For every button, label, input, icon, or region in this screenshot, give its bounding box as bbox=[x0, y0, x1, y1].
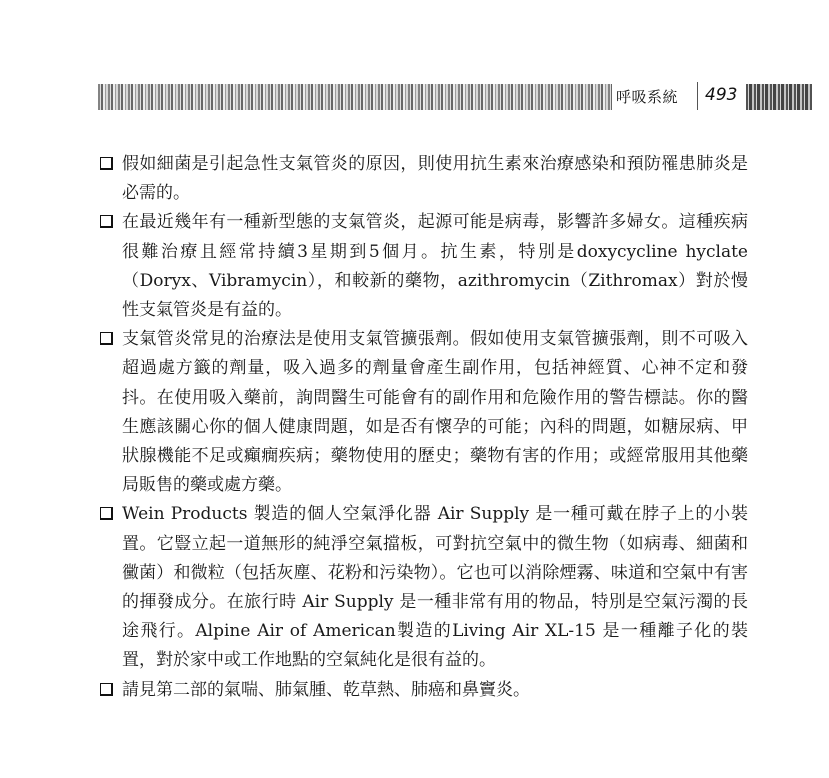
list-item-text: 在最近幾年有一種新型態的支氣管炎，起源可能是病毒，影響許多婦女。這種疾病很難治療且經常持續3星期到5個月。抗生素，特別是doxycycline hyclate（Doryx、Vibramycin），和較新的藥物，azithromycin（Zithromax）對於慢性支氣管炎是有益的。 bbox=[122, 212, 748, 321]
list-item bbox=[98, 325, 748, 500]
checkbox-bullet-icon bbox=[100, 215, 113, 228]
header-decorative-band-right bbox=[746, 84, 812, 110]
checkbox-bullet-icon bbox=[100, 157, 113, 170]
page-number: 493 bbox=[705, 85, 738, 105]
checkbox-bullet-icon bbox=[100, 332, 113, 345]
header-decorative-band bbox=[98, 84, 612, 110]
header-divider bbox=[697, 82, 698, 110]
list-item-text: 請見第二部的氣喘、肺氣腫、乾草熱、肺癌和鼻竇炎。 bbox=[122, 679, 530, 700]
checkbox-bullet-icon bbox=[100, 507, 113, 520]
list-item bbox=[98, 208, 748, 325]
page-body bbox=[98, 150, 748, 705]
list-item-text: 支氣管炎常見的治療法是使用支氣管擴張劑。假如使用支氣管擴張劑，則不可吸入超過處方籤的劑量，吸入過多的劑量會產生副作用，包括神經質、心神不定和發抖。在使用吸入藥前，詢問醫生可能會有的副作用和危險作用的警告標誌。你的醫生應該關心你的個人健康問題，如是否有懷孕的可能；內科的問題，如糖尿病、甲狀腺機能不足或癲癇疾病；藥物使用的歷史；藥物有害的作用；或經常服用其他藥局販售的藥或處方藥。 bbox=[122, 329, 748, 496]
list-item bbox=[98, 676, 748, 705]
running-header-section: 呼吸系統 bbox=[616, 88, 679, 106]
checkbox-bullet-icon bbox=[100, 683, 113, 696]
list-item bbox=[98, 150, 748, 208]
list-item bbox=[98, 500, 748, 675]
list-item-text: 假如細菌是引起急性支氣管炎的原因，則使用抗生素來治療感染和預防罹患肺炎是必需的。 bbox=[122, 154, 748, 204]
list-item-text: Wein Products 製造的個人空氣淨化器 Air Supply 是一種可戴在脖子上的小裝置。它豎立起一道無形的純淨空氣擋板，可對抗空氣中的微生物（如病毒、細菌和黴菌）和微粒（包括灰塵、花粉和污染物）。它也可以消除煙霧、味道和空氣中有害的揮發成分。在旅行時 Air Supply 是一種非常有用的物品，特別是空氣污濁的長途飛行。Alpine Air of American製造的Living Air XL-15 是一種離子化的裝置，對於家中或工作地點的空氣純化是很有益的。 bbox=[122, 504, 748, 671]
